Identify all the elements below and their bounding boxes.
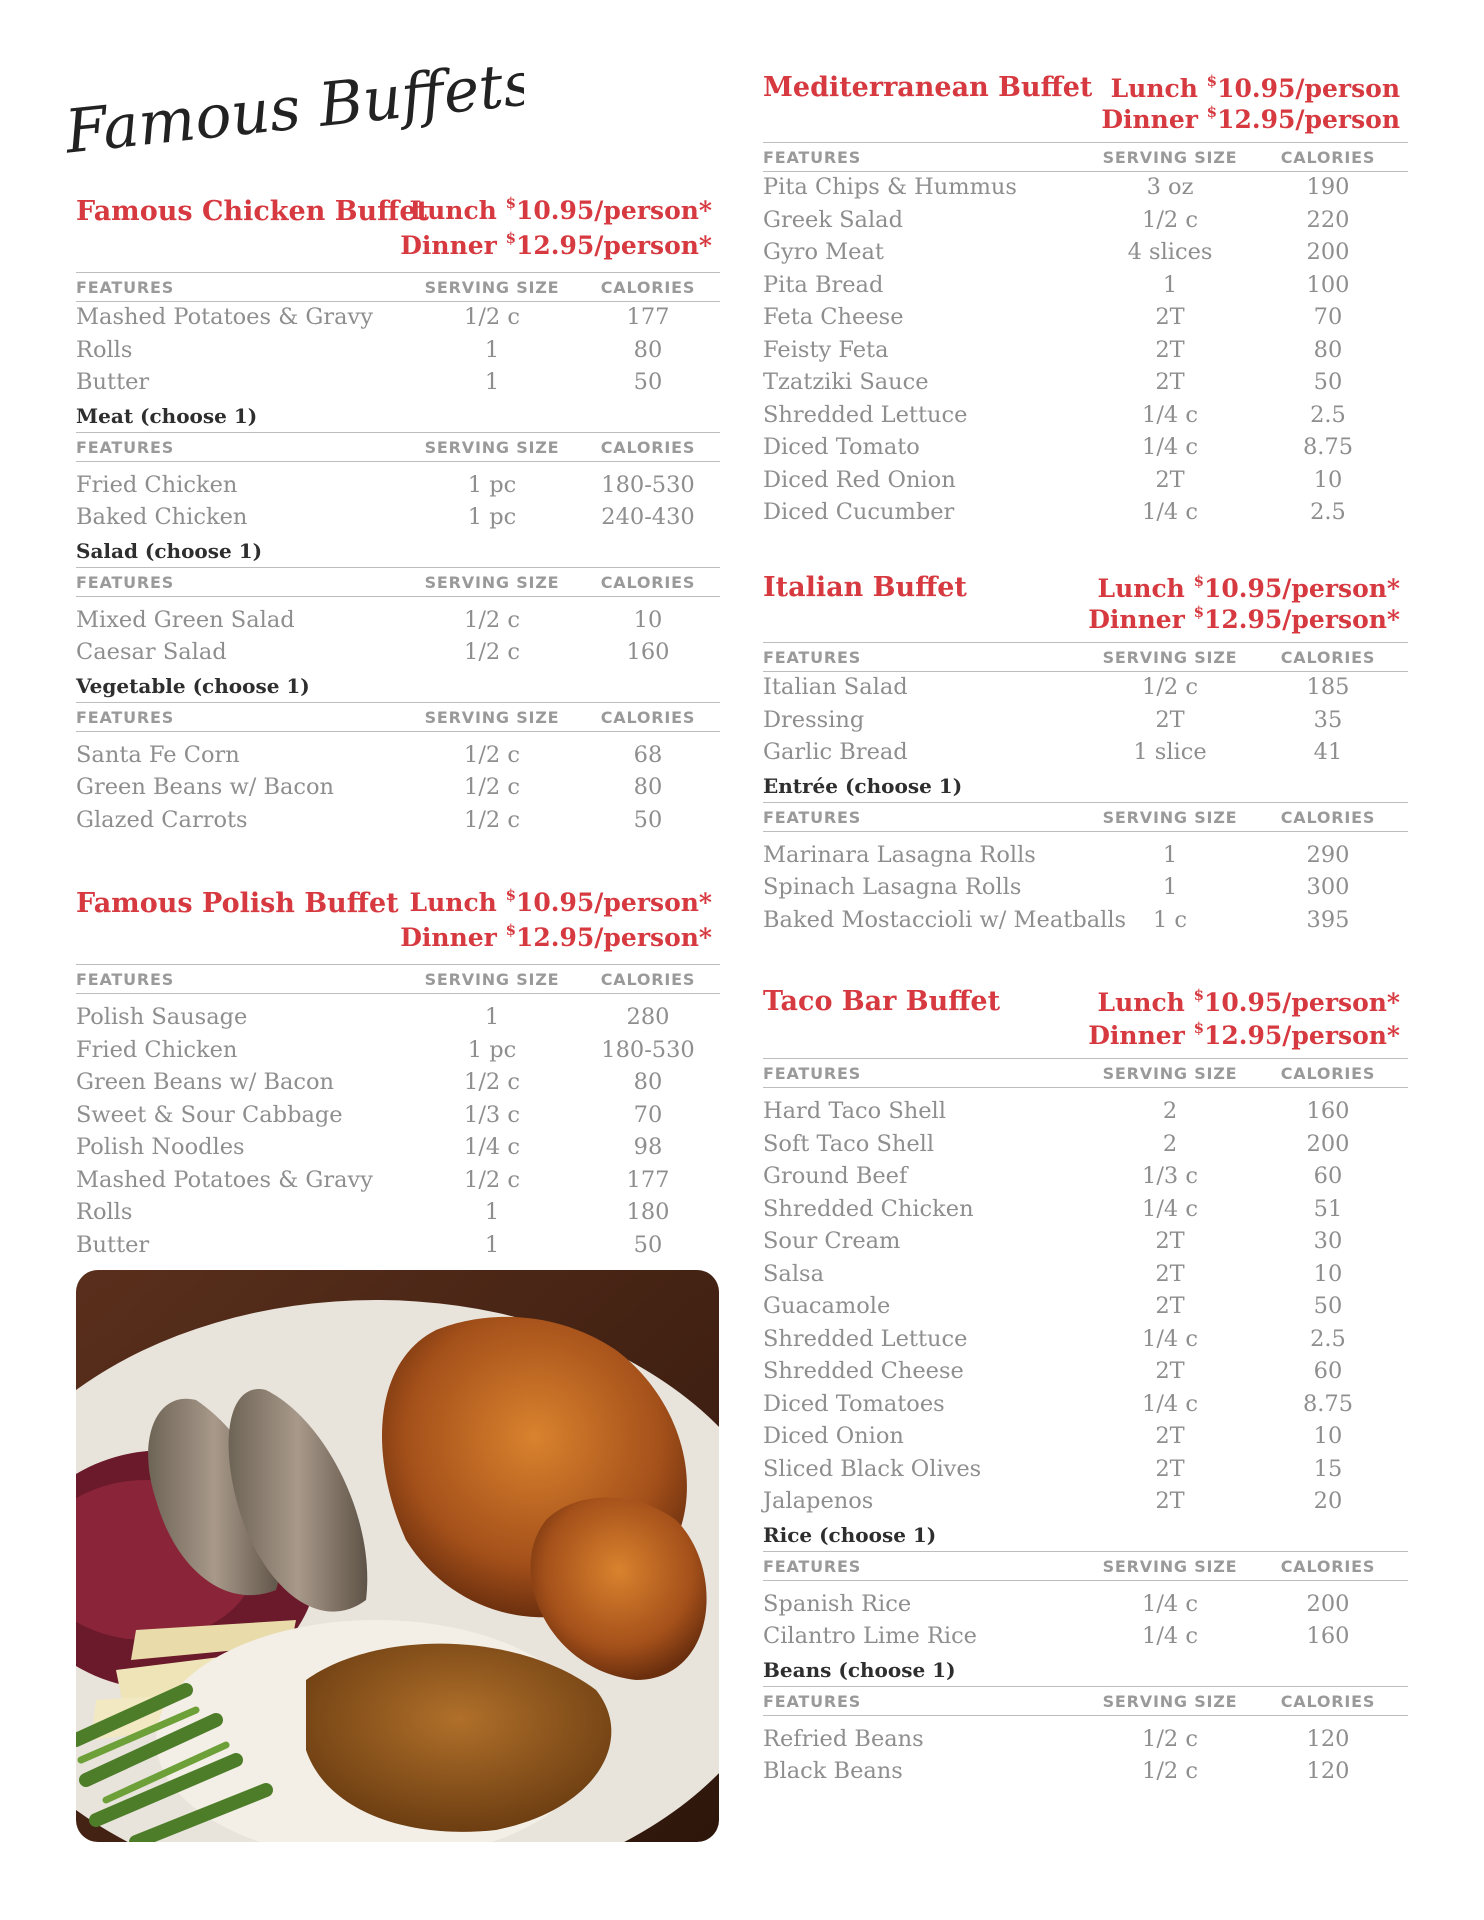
calories: 50 bbox=[633, 1231, 663, 1258]
table-row bbox=[763, 1756, 1408, 1789]
calories: 190 bbox=[1306, 174, 1350, 200]
dinner-price: Dinner $12.95/person* bbox=[400, 921, 712, 952]
calories: 60 bbox=[1313, 1163, 1343, 1189]
table-row bbox=[76, 1165, 720, 1198]
table-row bbox=[76, 1230, 720, 1263]
italian-buffet bbox=[763, 572, 1408, 937]
section-header bbox=[76, 196, 720, 272]
table-row bbox=[763, 1324, 1408, 1357]
calories: 160 bbox=[626, 639, 670, 665]
item-name: Rolls bbox=[76, 336, 133, 363]
serving-size: 1/4 c bbox=[1142, 1195, 1198, 1222]
subheading: Entrée (choose 1) bbox=[763, 773, 963, 798]
calories: 177 bbox=[626, 1166, 670, 1193]
serving-size: 1 pc bbox=[467, 504, 517, 530]
table-header: FEATURES SERVING SIZE CALORIES bbox=[76, 432, 720, 462]
table-row bbox=[76, 740, 720, 773]
lunch-price: Lunch $10.95/person* bbox=[409, 194, 712, 225]
serving-size: 2T bbox=[1155, 304, 1185, 330]
subheading: Beans (choose 1) bbox=[763, 1657, 956, 1682]
polish-rows bbox=[76, 1002, 720, 1262]
entree-rows bbox=[763, 840, 1408, 938]
serving-size: 1 bbox=[484, 336, 500, 363]
calories: 220 bbox=[1306, 206, 1350, 233]
serving-size: 1 bbox=[484, 369, 500, 395]
item-name: Green Beans w/ Bacon bbox=[76, 774, 335, 800]
calories: 50 bbox=[633, 369, 663, 395]
item-name: Sour Cream bbox=[763, 1228, 901, 1254]
serving-size: 2T bbox=[1155, 466, 1185, 493]
calories: 50 bbox=[1313, 369, 1343, 395]
calories: 280 bbox=[626, 1004, 670, 1030]
calories: 185 bbox=[1306, 674, 1350, 700]
section-title: Famous Chicken Buffet bbox=[76, 196, 429, 227]
table-row bbox=[763, 1291, 1408, 1324]
table-row bbox=[763, 1724, 1408, 1757]
meat-rows bbox=[76, 470, 720, 535]
calories: 2.5 bbox=[1310, 499, 1346, 525]
table-row bbox=[763, 1096, 1408, 1129]
table-row bbox=[763, 432, 1408, 465]
food-photo bbox=[76, 1270, 719, 1842]
serving-size: 1 bbox=[484, 1231, 500, 1258]
calories: 41 bbox=[1313, 739, 1343, 765]
calories: 80 bbox=[633, 1069, 663, 1095]
calories: 15 bbox=[1313, 1455, 1343, 1482]
item-name: Green Beans w/ Bacon bbox=[76, 1069, 335, 1095]
calories: 10 bbox=[1313, 466, 1343, 493]
table-row bbox=[763, 705, 1408, 738]
serving-size: 1/2 c bbox=[464, 806, 520, 833]
item-name: Greek Salad bbox=[763, 206, 903, 233]
polish-buffet bbox=[76, 888, 720, 1262]
table-row bbox=[763, 1486, 1408, 1519]
item-name: Jalapenos bbox=[763, 1488, 874, 1514]
mediterranean-rows bbox=[763, 172, 1408, 530]
serving-size: 1/2 c bbox=[464, 639, 520, 665]
calories: 80 bbox=[1313, 336, 1343, 363]
serving-size: 1 bbox=[1162, 271, 1178, 298]
serving-size: 2 bbox=[1162, 1098, 1178, 1124]
serving-size: 1/4 c bbox=[1142, 1390, 1198, 1417]
table-row bbox=[763, 840, 1408, 873]
calories: 35 bbox=[1313, 706, 1343, 733]
calories: 10 bbox=[1313, 1260, 1343, 1287]
table-row bbox=[76, 335, 720, 368]
item-name: Polish Sausage bbox=[76, 1004, 248, 1030]
table-row bbox=[76, 605, 720, 638]
calories: 395 bbox=[1306, 906, 1350, 933]
table-row bbox=[76, 1197, 720, 1230]
serving-size: 1 c bbox=[1152, 906, 1188, 933]
table-row bbox=[76, 637, 720, 670]
mediterranean-buffet bbox=[763, 72, 1408, 530]
section-title: Famous Polish Buffet bbox=[76, 888, 399, 919]
table-row bbox=[76, 1067, 720, 1100]
table-row bbox=[763, 1454, 1408, 1487]
table-row bbox=[76, 1132, 720, 1165]
serving-size: 1/2 c bbox=[1142, 674, 1198, 700]
calories: 160 bbox=[1306, 1623, 1350, 1649]
item-name: Refried Beans bbox=[763, 1725, 924, 1752]
serving-size: 2T bbox=[1155, 1488, 1185, 1514]
serving-size: 1/2 c bbox=[464, 741, 520, 768]
item-name: Diced Onion bbox=[763, 1423, 904, 1449]
table-row bbox=[763, 1589, 1408, 1622]
serving-size: 2 bbox=[1162, 1130, 1178, 1157]
table-row bbox=[76, 367, 720, 400]
table-row bbox=[763, 1129, 1408, 1162]
item-name: Pita Bread bbox=[763, 271, 884, 298]
item-name: Diced Tomato bbox=[763, 434, 920, 460]
lunch-price: Lunch $10.95/person* bbox=[1097, 572, 1400, 603]
calories: 80 bbox=[633, 336, 663, 363]
item-name: Shredded Lettuce bbox=[763, 1325, 968, 1352]
table-row bbox=[76, 1100, 720, 1133]
item-name: Spanish Rice bbox=[763, 1590, 912, 1617]
section-title: Mediterranean Buffet bbox=[763, 72, 1093, 103]
serving-size: 1 bbox=[484, 1004, 500, 1030]
table-header: FEATURES SERVING SIZE CALORIES bbox=[763, 802, 1408, 832]
serving-size: 1/3 c bbox=[464, 1101, 520, 1128]
item-name: Diced Tomatoes bbox=[763, 1390, 945, 1417]
table-row bbox=[763, 302, 1408, 335]
serving-size: 2T bbox=[1155, 1358, 1185, 1384]
item-name: Cilantro Lime Rice bbox=[763, 1623, 978, 1649]
taco-buffet bbox=[763, 986, 1408, 1789]
serving-size: 1/2 c bbox=[464, 606, 520, 633]
calories: 70 bbox=[1313, 304, 1343, 330]
table-row bbox=[763, 1259, 1408, 1292]
item-name: Dressing bbox=[763, 706, 865, 733]
item-name: Soft Taco Shell bbox=[763, 1130, 935, 1157]
item-name: Spinach Lasagna Rolls bbox=[763, 874, 1022, 900]
chicken-buffet bbox=[76, 196, 720, 837]
item-name: Santa Fe Corn bbox=[76, 741, 240, 768]
item-name: Butter bbox=[76, 1231, 150, 1258]
item-name: Mixed Green Salad bbox=[76, 606, 295, 633]
serving-size: 1/2 c bbox=[464, 1069, 520, 1095]
salad-rows bbox=[76, 605, 720, 670]
item-name: Polish Noodles bbox=[76, 1134, 245, 1160]
serving-size: 1 bbox=[484, 1199, 500, 1225]
calories: 200 bbox=[1306, 239, 1350, 265]
serving-size: 2T bbox=[1155, 1260, 1185, 1287]
calories: 240-430 bbox=[601, 504, 695, 530]
table-row bbox=[763, 1356, 1408, 1389]
table-row bbox=[763, 1161, 1408, 1194]
table-row bbox=[763, 737, 1408, 770]
serving-size: 1/2 c bbox=[464, 1166, 520, 1193]
table-header: FEATURES SERVING SIZE CALORIES bbox=[763, 142, 1408, 172]
item-name: Black Beans bbox=[763, 1758, 903, 1784]
veg-rows bbox=[76, 740, 720, 838]
calories: 50 bbox=[1313, 1293, 1343, 1319]
serving-size: 2T bbox=[1155, 336, 1185, 363]
food-photo-illustration bbox=[76, 1270, 719, 1842]
item-name: Rolls bbox=[76, 1199, 133, 1225]
section-header bbox=[763, 72, 1408, 142]
calories: 180-530 bbox=[601, 1036, 695, 1063]
table-row bbox=[76, 502, 720, 535]
calories: 2.5 bbox=[1310, 1325, 1346, 1352]
table-header: FEATURES SERVING SIZE CALORIES bbox=[763, 1551, 1408, 1581]
serving-size: 1/4 c bbox=[1142, 499, 1198, 525]
chicken-rows bbox=[76, 302, 720, 400]
item-name: Mashed Potatoes & Gravy bbox=[76, 1166, 373, 1193]
serving-size: 1/2 c bbox=[1142, 1725, 1198, 1752]
table-row bbox=[763, 172, 1408, 205]
subheading: Rice (choose 1) bbox=[763, 1522, 937, 1547]
calories: 8.75 bbox=[1302, 1390, 1354, 1417]
item-name: Salsa bbox=[763, 1260, 824, 1287]
table-row bbox=[763, 1621, 1408, 1654]
table-header: FEATURES SERVING SIZE CALORIES bbox=[76, 702, 720, 732]
serving-size: 2T bbox=[1155, 1455, 1185, 1482]
serving-size: 2T bbox=[1155, 1423, 1185, 1449]
item-name: Caesar Salad bbox=[76, 639, 227, 665]
calories: 80 bbox=[633, 774, 663, 800]
table-row bbox=[763, 1226, 1408, 1259]
taco-rows bbox=[763, 1096, 1408, 1519]
item-name: Tzatziki Sauce bbox=[763, 369, 929, 395]
section-header bbox=[763, 572, 1408, 642]
dinner-price: Dinner $12.95/person bbox=[1101, 103, 1400, 134]
table-row bbox=[76, 805, 720, 838]
table-row bbox=[763, 905, 1408, 938]
calories: 180 bbox=[626, 1199, 670, 1225]
calories: 300 bbox=[1306, 874, 1350, 900]
item-name: Fried Chicken bbox=[76, 1036, 238, 1063]
serving-size: 1/4 c bbox=[1142, 1325, 1198, 1352]
table-row bbox=[763, 1389, 1408, 1422]
calories: 200 bbox=[1306, 1130, 1350, 1157]
lunch-price: Lunch $10.95/person* bbox=[409, 886, 712, 917]
calories: 2.5 bbox=[1310, 401, 1346, 428]
table-row bbox=[763, 237, 1408, 270]
table-row bbox=[763, 400, 1408, 433]
item-name: Hard Taco Shell bbox=[763, 1098, 946, 1124]
subheading: Meat (choose 1) bbox=[76, 403, 258, 428]
item-name: Shredded Cheese bbox=[763, 1358, 964, 1384]
table-row bbox=[763, 465, 1408, 498]
item-name: Guacamole bbox=[763, 1293, 891, 1319]
section-title: Taco Bar Buffet bbox=[763, 986, 1001, 1017]
serving-size: 1/2 c bbox=[1142, 206, 1198, 233]
calories: 30 bbox=[1313, 1228, 1343, 1254]
serving-size: 1 bbox=[1162, 841, 1178, 868]
calories: 50 bbox=[633, 806, 663, 833]
serving-size: 1/2 c bbox=[464, 304, 520, 330]
calories: 290 bbox=[1306, 841, 1350, 868]
serving-size: 2T bbox=[1155, 1228, 1185, 1254]
dinner-price: Dinner $12.95/person* bbox=[1088, 1019, 1400, 1050]
serving-size: 1/4 c bbox=[1142, 401, 1198, 428]
subheading: Vegetable (choose 1) bbox=[76, 673, 310, 698]
calories: 10 bbox=[633, 606, 663, 633]
section-header bbox=[763, 986, 1408, 1058]
calories: 20 bbox=[1313, 1488, 1343, 1514]
serving-size: 1/3 c bbox=[1142, 1163, 1198, 1189]
item-name: Shredded Chicken bbox=[763, 1195, 974, 1222]
item-name: Pita Chips & Hummus bbox=[763, 174, 1017, 200]
calories: 100 bbox=[1306, 271, 1350, 298]
table-row bbox=[763, 672, 1408, 705]
item-name: Mashed Potatoes & Gravy bbox=[76, 304, 373, 330]
script-title-svg bbox=[64, 66, 524, 176]
table-row bbox=[76, 470, 720, 503]
italian-rows bbox=[763, 672, 1408, 770]
item-name: Fried Chicken bbox=[76, 471, 238, 498]
item-name: Ground Beef bbox=[763, 1163, 908, 1189]
table-row bbox=[763, 270, 1408, 303]
item-name: Feisty Feta bbox=[763, 336, 889, 363]
page-title bbox=[64, 66, 524, 176]
item-name: Sweet & Sour Cabbage bbox=[76, 1101, 343, 1128]
item-name: Baked Mostaccioli w/ Meatballs bbox=[763, 906, 1127, 933]
dinner-price: Dinner $12.95/person* bbox=[1088, 603, 1400, 634]
item-name: Diced Red Onion bbox=[763, 466, 956, 493]
item-name: Garlic Bread bbox=[763, 739, 908, 765]
item-name: Butter bbox=[76, 369, 150, 395]
serving-size: 4 slices bbox=[1127, 239, 1213, 265]
table-row bbox=[763, 205, 1408, 238]
serving-size: 3 oz bbox=[1146, 174, 1194, 200]
table-row bbox=[763, 367, 1408, 400]
table-row bbox=[763, 335, 1408, 368]
table-header: FEATURES SERVING SIZE CALORIES bbox=[763, 642, 1408, 672]
serving-size: 2T bbox=[1155, 369, 1185, 395]
item-name: Feta Cheese bbox=[763, 304, 904, 330]
serving-size: 1 slice bbox=[1133, 739, 1207, 765]
subheading: Salad (choose 1) bbox=[76, 538, 263, 563]
serving-size: 1 bbox=[1162, 874, 1178, 900]
calories: 120 bbox=[1306, 1758, 1350, 1784]
serving-size: 1/4 c bbox=[1142, 1590, 1198, 1617]
table-row bbox=[76, 302, 720, 335]
serving-size: 1/4 c bbox=[1142, 434, 1198, 460]
calories: 10 bbox=[1313, 1423, 1343, 1449]
serving-size: 1/4 c bbox=[464, 1134, 520, 1160]
serving-size: 2T bbox=[1155, 1293, 1185, 1319]
calories: 180-530 bbox=[601, 471, 695, 498]
item-name: Glazed Carrots bbox=[76, 806, 248, 833]
item-name: Sliced Black Olives bbox=[763, 1455, 982, 1482]
calories: 120 bbox=[1306, 1725, 1350, 1752]
beans-rows bbox=[763, 1724, 1408, 1789]
calories: 160 bbox=[1306, 1098, 1350, 1124]
calories: 177 bbox=[626, 304, 670, 330]
item-name: Gyro Meat bbox=[763, 239, 884, 265]
serving-size: 1 pc bbox=[467, 471, 517, 498]
title-text: Famous Buffets bbox=[64, 66, 524, 168]
table-row bbox=[763, 1194, 1408, 1227]
table-header: FEATURES SERVING SIZE CALORIES bbox=[76, 567, 720, 597]
rice-rows bbox=[763, 1589, 1408, 1654]
serving-size: 1 pc bbox=[467, 1036, 517, 1063]
table-row bbox=[76, 1035, 720, 1068]
dinner-price: Dinner $12.95/person* bbox=[400, 229, 712, 260]
serving-size: 1/2 c bbox=[1142, 1758, 1198, 1784]
calories: 68 bbox=[633, 741, 663, 768]
serving-size: 1/2 c bbox=[464, 774, 520, 800]
table-header: FEATURES SERVING SIZE CALORIES bbox=[763, 1058, 1408, 1088]
item-name: Diced Cucumber bbox=[763, 499, 955, 525]
lunch-price: Lunch $10.95/person* bbox=[1097, 986, 1400, 1017]
table-header: FEATURES SERVING SIZE CALORIES bbox=[763, 1686, 1408, 1716]
table-row bbox=[76, 1002, 720, 1035]
table-row bbox=[763, 872, 1408, 905]
table-header: FEATURES SERVING SIZE CALORIES bbox=[76, 964, 720, 994]
calories: 8.75 bbox=[1302, 434, 1354, 460]
section-header bbox=[76, 888, 720, 964]
table-header: FEATURES SERVING SIZE CALORIES bbox=[76, 272, 720, 302]
calories: 60 bbox=[1313, 1358, 1343, 1384]
calories: 200 bbox=[1306, 1590, 1350, 1617]
serving-size: 2T bbox=[1155, 706, 1185, 733]
item-name: Shredded Lettuce bbox=[763, 401, 968, 428]
calories: 98 bbox=[633, 1134, 663, 1160]
serving-size: 1/4 c bbox=[1142, 1623, 1198, 1649]
table-row bbox=[763, 497, 1408, 530]
table-row bbox=[763, 1421, 1408, 1454]
table-row bbox=[76, 772, 720, 805]
calories: 51 bbox=[1313, 1195, 1343, 1222]
calories: 70 bbox=[633, 1101, 663, 1128]
lunch-price: Lunch $10.95/person bbox=[1110, 72, 1400, 103]
item-name: Marinara Lasagna Rolls bbox=[763, 841, 1036, 868]
item-name: Baked Chicken bbox=[76, 504, 248, 530]
section-title: Italian Buffet bbox=[763, 572, 967, 603]
item-name: Italian Salad bbox=[763, 674, 908, 700]
